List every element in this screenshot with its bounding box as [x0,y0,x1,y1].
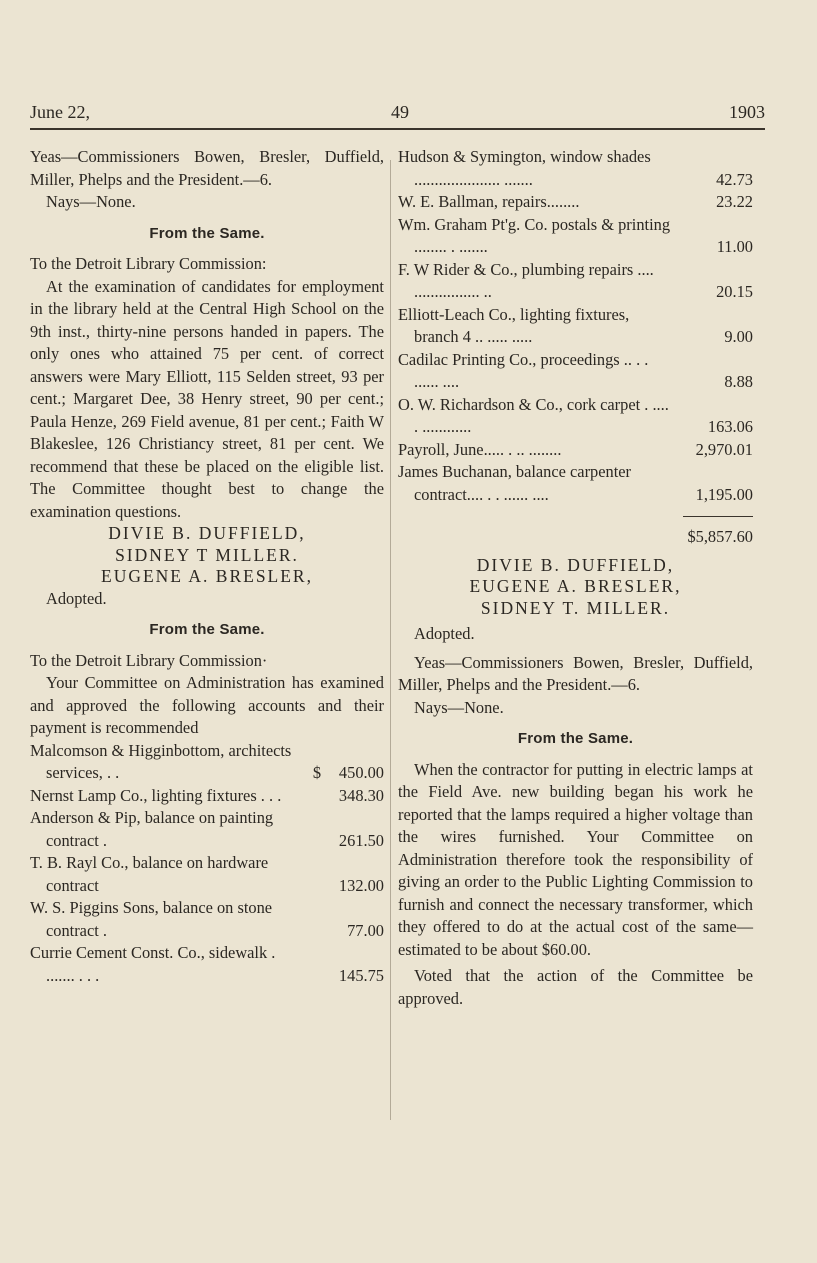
amount-value: 450.00 [338,763,384,782]
total-amount: $5,857.60 [687,527,753,546]
account-amount: 132.00 [338,875,384,895]
account-entry [398,394,753,439]
signature-name: DIVIE B. DUFFIELD, [108,523,306,543]
adopted-note: Adopted. [46,588,107,608]
account-payee: James Buchanan, balance carpenter contract.... . . ...... .... [398,462,631,504]
header-year: 1903 [729,102,765,122]
account-amount: 163.06 [707,417,753,436]
vote-paragraph: Voted that the action of the Committee be approved. [398,966,753,1008]
account-amount: 23.22 [716,192,753,211]
account-entry [398,304,753,349]
account-entry [398,146,753,191]
account-payee: Payroll, June..... . .. ........ [398,439,562,459]
total-rule [683,516,753,517]
account-amount [308,762,384,785]
right-column [398,146,753,1010]
account-payee: W. E. Ballman, repairs........ [398,192,580,211]
account-payee: O. W. Richardson & Co., cork carpet . .... . ............ [398,394,669,436]
page-header [30,102,765,126]
account-entry [398,461,753,506]
account-payee: Cadilac Printing Co., proceedings .. . . ...... .... [398,349,649,391]
account-amount: 1,195.00 [695,484,753,504]
signature-block [30,523,384,588]
account-payee: Hudson & Symington, window shades ..................... ....... [398,147,651,189]
signature-name: EUGENE A. BRESLER, [101,566,313,586]
report-paragraph: At the examination of candidates for employment in the library held at the Central High School on the 9th inst., thirty-nine persons handed in papers. The only ones who attained 75 per cent. of correct answers were Mary Elliott, 115 Selden street, 93 per cent.; Margaret Dee, 38 Henry street, 90 per cent.; Paula Henze, 269 Field avenue, 81 per cent.; Faith W Blakeslee, 126 Christiancy street, 81 per cent. We recommend that these be placed on the eligible list. The Committee thought best to change the examination questions. [30,276,384,521]
account-amount: 348.30 [338,785,384,805]
section-heading: From the Same. [149,621,265,638]
signature-name: DIVIE B. DUFFIELD, [476,554,675,575]
account-entry [398,259,753,304]
account-entry [30,897,384,942]
account-payee: T. B. Rayl Co., balance on hardware contract [30,853,269,895]
account-entry [30,740,384,785]
salutation: To the Detroit Library Commission· [30,650,268,670]
header-rule [30,128,765,130]
account-entry [398,214,753,259]
account-entry [30,807,384,852]
nays-vote: Nays—None. [46,192,136,211]
account-payee: Nernst Lamp Co., lighting fixtures . . . [30,785,282,805]
account-payee: Anderson & Pip, balance on painting contract . [30,808,274,850]
yeas-vote: Yeas—Commissioners Bowen, Bresler, Duffield, Miller, Phelps and the President.—6. [398,652,753,694]
page-number: 49 [391,102,409,122]
account-amount: 42.73 [716,169,753,189]
account-amount: 77.00 [347,920,384,940]
account-payee: F. W Rider & Co., plumbing repairs .... ................ .. [398,259,654,301]
account-amount: 11.00 [716,237,753,256]
account-amount: 145.75 [338,965,384,985]
account-amount: 261.50 [338,830,384,850]
account-amount: 20.15 [716,282,753,301]
adopted-note: Adopted. [414,624,475,643]
account-entry [398,439,753,462]
account-payee: Wm. Graham Pt'g. Co. postals & printing ........ . ....... [398,214,671,256]
account-amount: 8.88 [724,372,753,391]
currency-sign: $ [312,763,322,782]
report-paragraph: When the contractor for putting in electric lamps at the Field Ave. new building began his work he reported that the lamps required a higher voltage than the wires furnished. Your Committee on Administration therefore took the responsibility of giving an order to the Public Lighting Commission to furnish and connect the necessary transformer, which they offered to do at the actual cost of the same—estimated to be about $60.00. [398,759,753,959]
signature-name: SIDNEY T MILLER. [115,544,299,565]
left-column [30,146,384,987]
account-entry [30,785,384,808]
account-payee: W. S. Piggins Sons, balance on stone contract . [30,898,273,940]
account-amount: 2,970.01 [695,439,753,459]
account-entry [398,191,753,214]
report-paragraph: Your Committee on Administration has examined and approved the following accounts and their payment is recommended [30,673,384,737]
account-payee: Malcomson & Higginbottom, architects services, . . [30,740,292,782]
salutation: To the Detroit Library Commission: [30,254,267,273]
section-heading: From the Same. [149,224,265,242]
account-payee: Elliott-Leach Co., lighting fixtures, branch 4 .. ..... ..... [398,304,630,346]
account-amount: 9.00 [724,327,753,346]
header-date: June 22, [30,102,90,122]
signature-name: EUGENE A. BRESLER, [469,576,682,596]
account-entry [30,852,384,897]
account-entry [398,349,753,394]
yeas-vote: Yeas—Commissioners Bowen, Bresler, Duffield, Miller, Phelps and the President.—6. [30,147,384,189]
signature-block [398,555,753,620]
column-divider [390,160,391,1120]
section-heading: From the Same. [517,730,634,747]
signature-name: SIDNEY T. MILLER. [480,597,671,618]
nays-vote: Nays—None. [414,697,504,717]
account-entry [30,942,384,987]
account-payee: Currie Cement Const. Co., sidewalk . ....... . . . [30,943,276,985]
